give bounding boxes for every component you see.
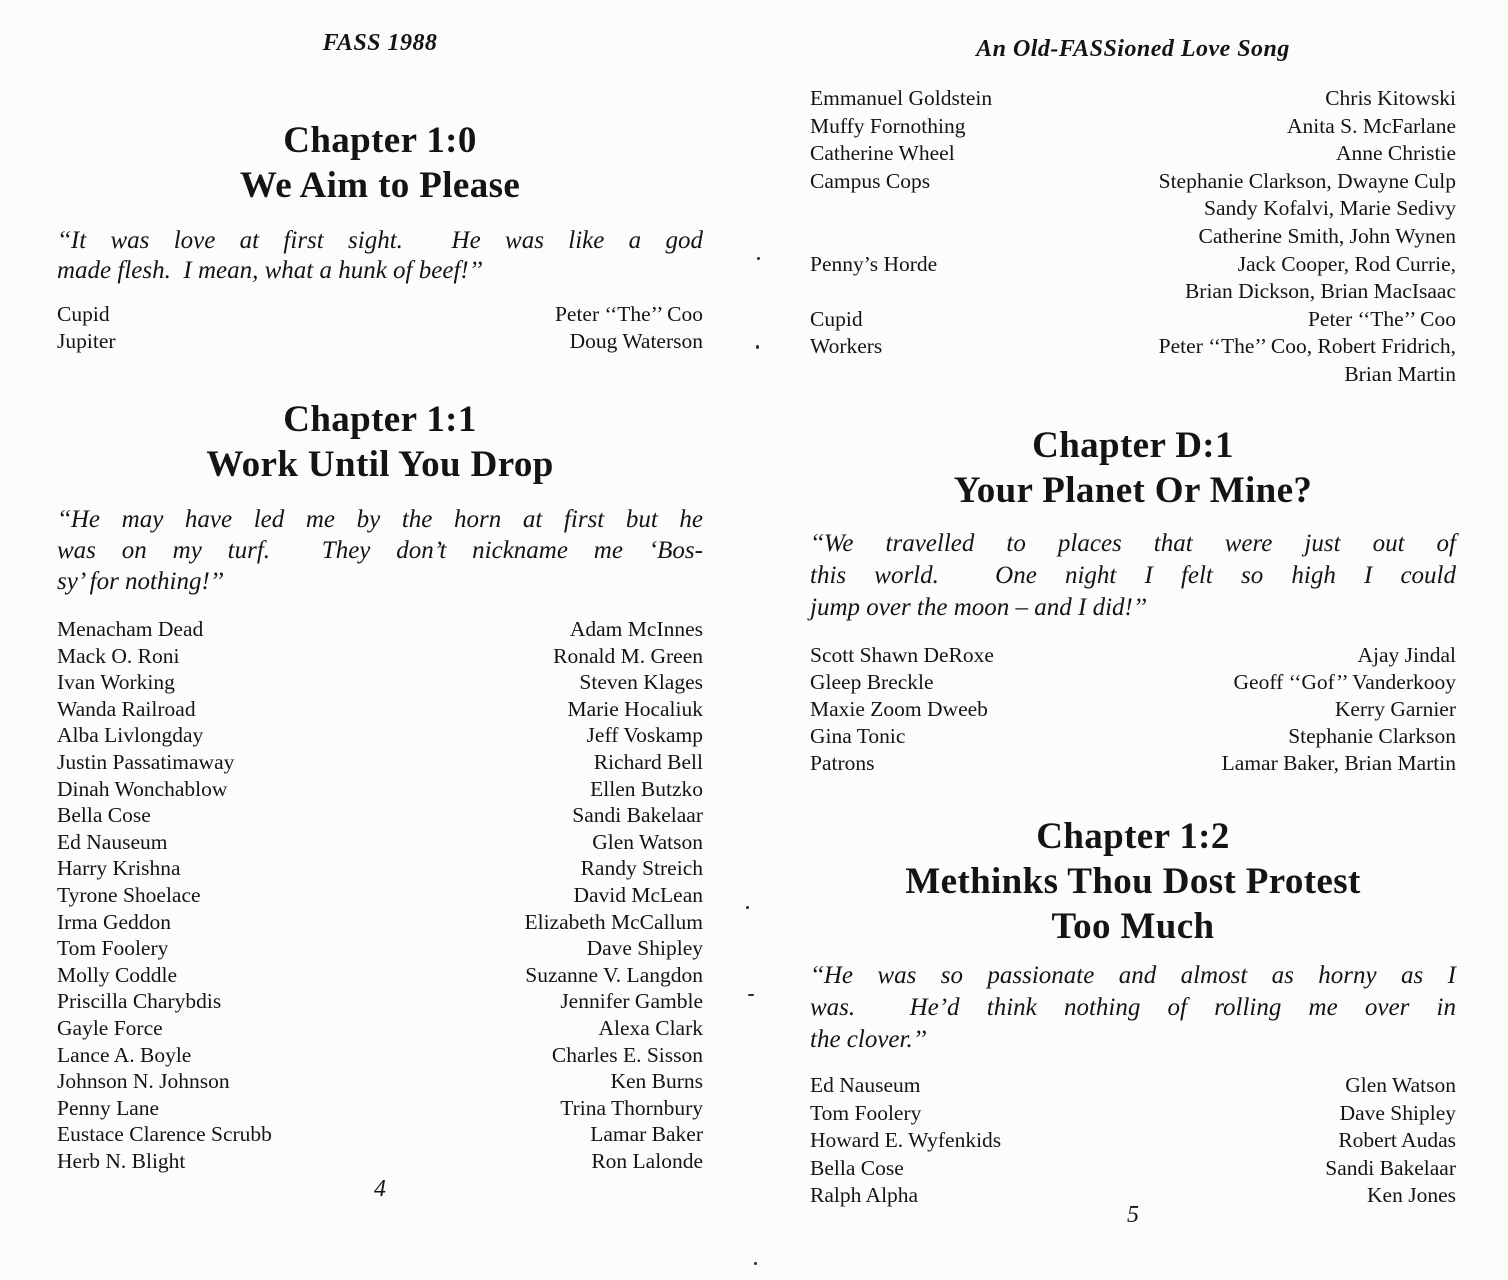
character-name: Cupid — [810, 306, 863, 331]
cast-row — [57, 301, 703, 328]
quote-line: the clover.’’ — [810, 1026, 927, 1053]
actor-line: Sandy Kofalvi, Marie Sedivy — [1204, 196, 1456, 221]
character-name: Tom Foolery — [57, 936, 169, 961]
actor-line: Stephanie Clarkson — [1288, 724, 1456, 748]
scan-speck — [746, 906, 749, 909]
actor-line: Trina Thornbury — [560, 1095, 703, 1120]
actor-name — [173, 1095, 703, 1122]
cast-row — [57, 669, 703, 696]
chapter-1-2-heading — [810, 814, 1456, 949]
cast-row — [810, 1072, 1456, 1100]
chapter-1-1-quote — [57, 504, 703, 597]
chapter-heading-line: Chapter 1:2 — [1036, 816, 1230, 857]
actor-line: Peter ‘‘The’’ Coo — [1307, 306, 1456, 331]
cast-row — [57, 802, 703, 829]
character-name: Alba Livlongday — [57, 723, 204, 748]
actor-line: Suzanne V. Langdon — [525, 962, 703, 987]
actor-name — [191, 962, 703, 989]
character-name: Gleep Breckle — [810, 670, 934, 694]
chapter-d-1-cast-list — [810, 642, 1456, 777]
character-name: Bella Cose — [810, 1155, 904, 1180]
actor-line: Ronald M. Green — [553, 643, 703, 668]
actor-line: Richard Bell — [593, 749, 703, 774]
actor-line: Stephanie Clarkson, Dwayne Culp — [1158, 168, 1456, 193]
chapter-1-1-heading — [57, 397, 703, 487]
actor-name — [951, 251, 1456, 306]
actor-name — [934, 1072, 1456, 1100]
actor-line: Kerry Garnier — [1334, 697, 1456, 721]
character-name: Tom Foolery — [810, 1100, 922, 1125]
chapter-1-1-cast-list — [57, 616, 703, 1174]
character-name: Irma Geddon — [57, 909, 172, 934]
actor-line: Glen Watson — [1345, 1073, 1456, 1097]
actor-name — [235, 988, 703, 1015]
actor-line: Lamar Baker, Brian Martin — [1221, 751, 1456, 775]
character-name: Tyrone Shoelace — [57, 882, 201, 907]
cast-row — [57, 909, 703, 936]
character-name: Priscilla Charybdis — [57, 989, 222, 1014]
actor-line: Brian Dickson, Brian MacIsaac — [1184, 279, 1456, 304]
actor-name — [248, 749, 703, 776]
actor-line: Ellen Butzko — [590, 776, 703, 801]
character-name: Ed Nauseum — [810, 1073, 921, 1097]
cast-row — [57, 988, 703, 1015]
actor-line: Jennifer Gamble — [560, 989, 703, 1014]
actor-name — [217, 722, 703, 749]
character-name: Gina Tonic — [810, 724, 906, 748]
actor-name — [210, 696, 703, 723]
cast-row — [810, 85, 1456, 113]
actor-line: Sandi Bakelaar — [572, 803, 703, 828]
character-name: Ed Nauseum — [57, 829, 168, 854]
character-name: Gayle Force — [57, 1015, 163, 1040]
cast-row — [810, 113, 1456, 141]
quote-line: jump over the moon – and I did!’’ — [810, 594, 1147, 621]
cast-row — [57, 749, 703, 776]
actor-line: Jack Cooper, Rod Currie, — [1237, 251, 1456, 276]
character-name: Eustace Clarence Scrubb — [57, 1122, 272, 1147]
chapter-1-0-heading — [57, 118, 703, 208]
actor-name — [1008, 642, 1456, 669]
actor-line: Glen Watson — [592, 829, 703, 854]
cast-row — [57, 616, 703, 643]
running-head-left: FASS 1988 — [322, 30, 438, 56]
quote-line: was on my turf. They don’t nickname me ‘Bos- — [57, 537, 703, 564]
cast-row — [810, 642, 1456, 669]
actor-line: Robert Audas — [1338, 1128, 1456, 1152]
cast-row — [57, 855, 703, 882]
actor-line: Elizabeth McCallum — [524, 909, 703, 934]
right-page — [810, 0, 1456, 1280]
actor-name — [919, 723, 1456, 750]
character-name: Campus Cops — [810, 168, 931, 193]
actor-name — [165, 802, 703, 829]
scan-speck — [748, 994, 754, 996]
continued-cast-list — [810, 85, 1456, 389]
cast-row — [810, 1155, 1456, 1183]
actor-line: Marie Hocaliuk — [567, 696, 703, 721]
scan-speck — [756, 345, 759, 349]
actor-line: Anne Christie — [1335, 141, 1456, 166]
actor-name — [980, 113, 1457, 141]
cast-row — [57, 1095, 703, 1122]
actor-line: Lamar Baker — [590, 1122, 703, 1147]
cast-row — [57, 328, 703, 355]
chapter-heading-line: Methinks Thou Dost Protest — [905, 861, 1361, 902]
actor-name — [130, 328, 703, 355]
cast-row — [57, 962, 703, 989]
quote-line: ‘‘He may have led me by the horn at first but he — [57, 506, 703, 533]
actor-line: Adam McInnes — [569, 617, 703, 641]
actor-line: Ken Burns — [610, 1069, 703, 1094]
page-number-right: 5 — [1127, 1202, 1139, 1228]
cast-row — [810, 168, 1456, 251]
chapter-d-1-quote — [810, 528, 1456, 624]
cast-row — [57, 1121, 703, 1148]
actor-name — [889, 750, 1457, 777]
cast-row — [57, 882, 703, 909]
character-name: Cupid — [57, 302, 110, 326]
cast-row — [810, 1100, 1456, 1128]
character-name: Wanda Railroad — [57, 696, 196, 721]
chapter-1-0-cast-list — [57, 301, 703, 355]
chapter-heading-line: We Aim to Please — [239, 165, 521, 206]
character-name: Molly Coddle — [57, 962, 178, 987]
chapter-heading-line: Work Until You Drop — [206, 444, 554, 485]
character-name: Lance A. Boyle — [57, 1042, 192, 1067]
character-name: Ivan Working — [57, 670, 175, 695]
cast-row — [57, 722, 703, 749]
running-head-right: An Old-FASSioned Love Song — [976, 36, 1290, 62]
actor-name — [193, 643, 703, 670]
actor-name — [244, 1068, 703, 1095]
actor-name — [969, 140, 1456, 168]
actor-name — [217, 616, 703, 643]
character-name: Dinah Wonchablow — [57, 776, 228, 801]
actor-name — [241, 776, 703, 803]
actor-name — [182, 935, 703, 962]
actor-line: Ken Jones — [1367, 1183, 1456, 1207]
actor-line: Charles E. Sisson — [551, 1042, 703, 1067]
actor-name — [185, 909, 703, 936]
actor-name — [1002, 696, 1456, 723]
actor-name — [199, 1148, 703, 1175]
character-name: Emmanuel Goldstein — [810, 86, 993, 110]
left-page — [57, 0, 703, 1280]
quote-line: sy’ for nothing!’’ — [57, 568, 224, 595]
character-name: Mack O. Roni — [57, 643, 180, 668]
character-name: Penny’s Horde — [810, 251, 938, 276]
cast-row — [57, 696, 703, 723]
quote-line: made flesh. I mean, what a hunk of beef!’’ — [57, 257, 483, 284]
cast-row — [57, 935, 703, 962]
character-name: Muffy Fornothing — [810, 113, 966, 138]
actor-line: Brian Martin — [1344, 361, 1456, 386]
actor-name — [1006, 85, 1456, 113]
actor-name — [944, 168, 1456, 251]
actor-line: Peter ‘‘The’’ Coo — [554, 302, 703, 326]
cast-row — [810, 669, 1456, 696]
quote-line: ‘‘It was love at first sight. He was like a god — [57, 227, 703, 254]
cast-row — [810, 1127, 1456, 1155]
cast-row — [810, 696, 1456, 723]
cast-row — [57, 643, 703, 670]
scan-speck — [757, 257, 760, 260]
character-name: Harry Krishna — [57, 856, 181, 881]
character-name: Penny Lane — [57, 1095, 160, 1120]
quote-line: ‘‘He was so passionate and almost as horny as I — [810, 962, 1456, 989]
actor-name — [195, 855, 703, 882]
actor-line: Steven Klages — [579, 670, 703, 695]
chapter-1-2-cast-list — [810, 1072, 1456, 1210]
cast-row — [57, 1148, 703, 1175]
actor-name — [124, 301, 703, 328]
actor-line: Anita S. McFarlane — [1287, 113, 1456, 138]
cast-row — [57, 1068, 703, 1095]
cast-row — [57, 776, 703, 803]
chapter-heading-line: Too Much — [1051, 906, 1215, 947]
scan-speck — [754, 1262, 757, 1265]
cast-row — [810, 306, 1456, 334]
actor-line: Dave Shipley — [586, 936, 703, 961]
actor-line: Jeff Voskamp — [586, 723, 703, 748]
character-name: Jupiter — [57, 329, 116, 353]
chapter-heading-line: Chapter 1:0 — [283, 120, 477, 161]
chapter-1-2-quote — [810, 960, 1456, 1056]
actor-line: Randy Streich — [580, 856, 703, 881]
actor-line: David McLean — [573, 882, 703, 907]
actor-name — [896, 333, 1456, 388]
character-name: Catherine Wheel — [810, 141, 955, 166]
quote-line: this world. One night I felt so high I could — [810, 562, 1456, 589]
character-name: Howard E. Wyfenkids — [810, 1128, 1002, 1152]
actor-line: Geoff ‘‘Gof’’ Vanderkooy — [1233, 670, 1456, 694]
cast-row — [57, 1042, 703, 1069]
quote-line: ‘‘We travelled to places that were just out of — [810, 530, 1456, 557]
actor-name — [205, 1042, 703, 1069]
actor-name — [286, 1121, 703, 1148]
chapter-heading-line: Chapter 1:1 — [283, 399, 477, 440]
actor-name — [177, 1015, 703, 1042]
character-name: Johnson N. Johnson — [57, 1069, 230, 1094]
chapter-heading-line: Your Planet Or Mine? — [953, 470, 1313, 511]
actor-name — [918, 1155, 1456, 1183]
actor-name — [189, 669, 703, 696]
actor-line: Peter ‘‘The’’ Coo, Robert Fridrich, — [1158, 334, 1456, 359]
character-name: Herb N. Blight — [57, 1148, 186, 1173]
actor-line: Ajay Jindal — [1357, 643, 1456, 667]
actor-line: Doug Waterson — [569, 329, 703, 353]
actor-name — [877, 306, 1456, 334]
character-name: Justin Passatimaway — [57, 749, 235, 774]
character-name: Menacham Dead — [57, 617, 204, 641]
chapter-1-0-quote — [57, 226, 703, 286]
cast-row — [57, 829, 703, 856]
page-number-left: 4 — [374, 1176, 386, 1202]
actor-line: Alexa Clark — [598, 1015, 703, 1040]
quote-line: was. He’d think nothing of rolling me over in — [810, 994, 1456, 1021]
character-name: Ralph Alpha — [810, 1183, 919, 1207]
actor-name — [215, 882, 703, 909]
character-name: Patrons — [810, 751, 875, 775]
character-name: Maxie Zoom Dweeb — [810, 697, 988, 721]
character-name: Workers — [810, 334, 883, 359]
actor-line: Sandi Bakelaar — [1325, 1155, 1456, 1180]
actor-name — [1015, 1127, 1456, 1155]
chapter-d-1-heading — [810, 423, 1456, 513]
cast-row — [810, 723, 1456, 750]
character-name: Bella Cose — [57, 803, 151, 828]
actor-line: Dave Shipley — [1339, 1100, 1456, 1125]
cast-row — [810, 333, 1456, 388]
cast-row — [810, 750, 1456, 777]
cast-row — [57, 1015, 703, 1042]
actor-name — [181, 829, 703, 856]
character-name: Scott Shawn DeRoxe — [810, 643, 994, 667]
chapter-heading-line: Chapter D:1 — [1032, 425, 1234, 466]
cast-row — [810, 140, 1456, 168]
actor-line: Chris Kitowski — [1325, 86, 1456, 110]
actor-line: Ron Lalonde — [591, 1148, 703, 1173]
actor-name — [948, 669, 1456, 696]
cast-row — [810, 251, 1456, 306]
actor-line: Catherine Smith, John Wynen — [1198, 223, 1456, 248]
actor-name — [935, 1100, 1456, 1128]
